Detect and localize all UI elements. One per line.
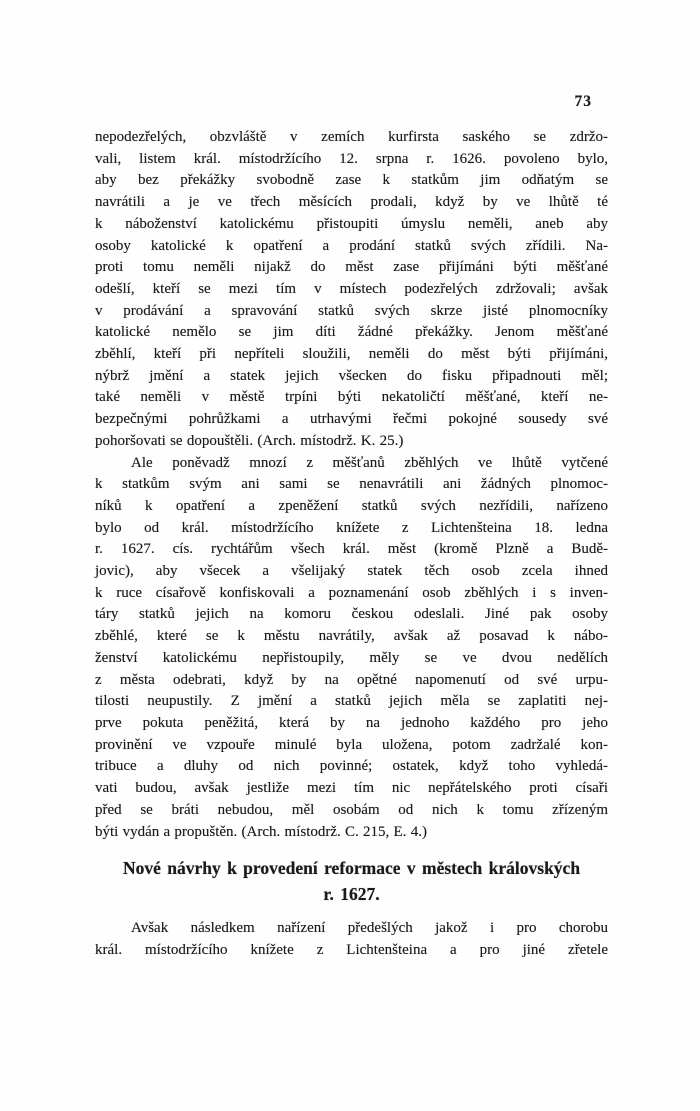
text-line: pohoršovati se dopouštěli. (Arch. místodrž. K. 25.) — [95, 432, 404, 449]
text-line: tilosti neupustily. Z jmění a statků jejich měla se zaplatiti nej- — [95, 693, 608, 710]
text-line: r. 1627. cís. rychtářům všech král. měst (kromě Plzně a Budě- — [95, 541, 608, 558]
text-line: ženství katolickému nepřistoupily, měly se ve dvou nedělích — [95, 649, 608, 666]
text-line: nýbrž jmění a statek jejich všecken do fisku připadnouti měl; — [95, 367, 608, 384]
text-line: katolické nemělo se jim díti žádné překážky. Jenom měšťané — [95, 324, 608, 341]
text-line: nepodezřelých, obzvláště v zemích kurfirsta saského se zdržo- — [95, 129, 608, 145]
text-line: níků k opatření a zpeněžení statků svých nezřídili, nařízeno — [95, 497, 608, 514]
paragraph — [95, 918, 608, 961]
text-line: prve pokuta peněžitá, která by na jednoho každého pro jeho — [95, 714, 608, 731]
text-line: zběhlé, které se k městu navrátily, avšak až posavad k nábo- — [95, 628, 608, 645]
text-line: táry statků jejich na komoru českou odeslali. Jiné pak osoby — [95, 606, 608, 623]
text-line: také neměli v městě trpíni býti nekatoličtí měšťané, kteří ne- — [95, 389, 608, 406]
text-line: Avšak následkem nařízení předešlých jakož i pro chorobu — [131, 920, 608, 937]
text-line: tribuce a dluhy od nich povinné; ostatek, když toho vyhledá- — [95, 758, 608, 775]
heading-line: r. 1627. — [323, 883, 380, 904]
text-line: k ruce císařově konfiskovali a poznamenání osob zběhlých i s inven- — [95, 584, 608, 601]
text-line: vati budou, avšak jestliže mezi tím nic nepřátelského proti císaři — [95, 780, 608, 797]
page-number: 73 — [574, 93, 592, 110]
section-heading — [95, 856, 608, 907]
text-line: zběhlí, kteří při nepříteli sloužili, neměli do měst býti přijímáni, — [95, 346, 608, 363]
text-line: aby bez překážky svobodně zase k statkům jim odňatým se — [95, 172, 608, 189]
text-line: osoby katolické k opatření a prodání statků svých zřídili. Na- — [95, 237, 608, 254]
text-block — [95, 127, 608, 962]
text-line: král. místodržícího knížete z Lichtenšteina a pro jiné zřetele — [95, 941, 608, 958]
heading-line: Nové návrhy k provedení reformace v městech královských — [122, 858, 581, 879]
text-line: k statkům svým ani sami se nenavrátili ani žádných plnomoc- — [95, 476, 608, 493]
text-line: před se bráti nebudou, měl osobám od nich k tomu zřízeným — [95, 801, 608, 818]
text-line: z města odebrati, když by na opětné napomenutí od své urpu- — [95, 671, 608, 688]
text-line: v prodávání a spravování statků svých skrze jisté plnomocníky — [95, 302, 608, 319]
text-line: vali, listem král. místodržícího 12. srpna r. 1626. povoleno bylo, — [95, 150, 608, 167]
text-line: bylo od král. místodržícího knížete z Lichtenšteina 18. ledna — [95, 519, 608, 536]
text-line: jovic), aby všecek a všelijaký statek těch osob zcela ihned — [95, 563, 608, 580]
text-line: bezpečnými pohrůžkami a utrhavými řečmi pokojné sousedy své — [95, 411, 608, 428]
paragraph — [95, 453, 608, 844]
text-line: k náboženství katolickému přistoupiti úmyslu neměli, aneb aby — [95, 215, 608, 232]
text-line: Ale poněvadž mnozí z měšťanů zběhlých ve lhůtě vytčené — [131, 454, 608, 471]
text-line: navrátili a je ve třech měsících prodali, když by ve lhůtě té — [95, 194, 608, 211]
text-line: provinění ve vzpouře minulé byla uložena, potom zadržalé kon- — [95, 736, 608, 753]
text-line: býti vydán a propuštěn. (Arch. místodrž. C. 215, E. 4.) — [95, 823, 427, 840]
paragraph — [95, 127, 608, 453]
text-line: odešlí, kteří se mezi tím v místech podezřelých zdržovali; avšak — [95, 280, 608, 297]
text-line: proti tomu neměli nijakž do měst zase přijímáni býti měšťané — [95, 259, 608, 276]
